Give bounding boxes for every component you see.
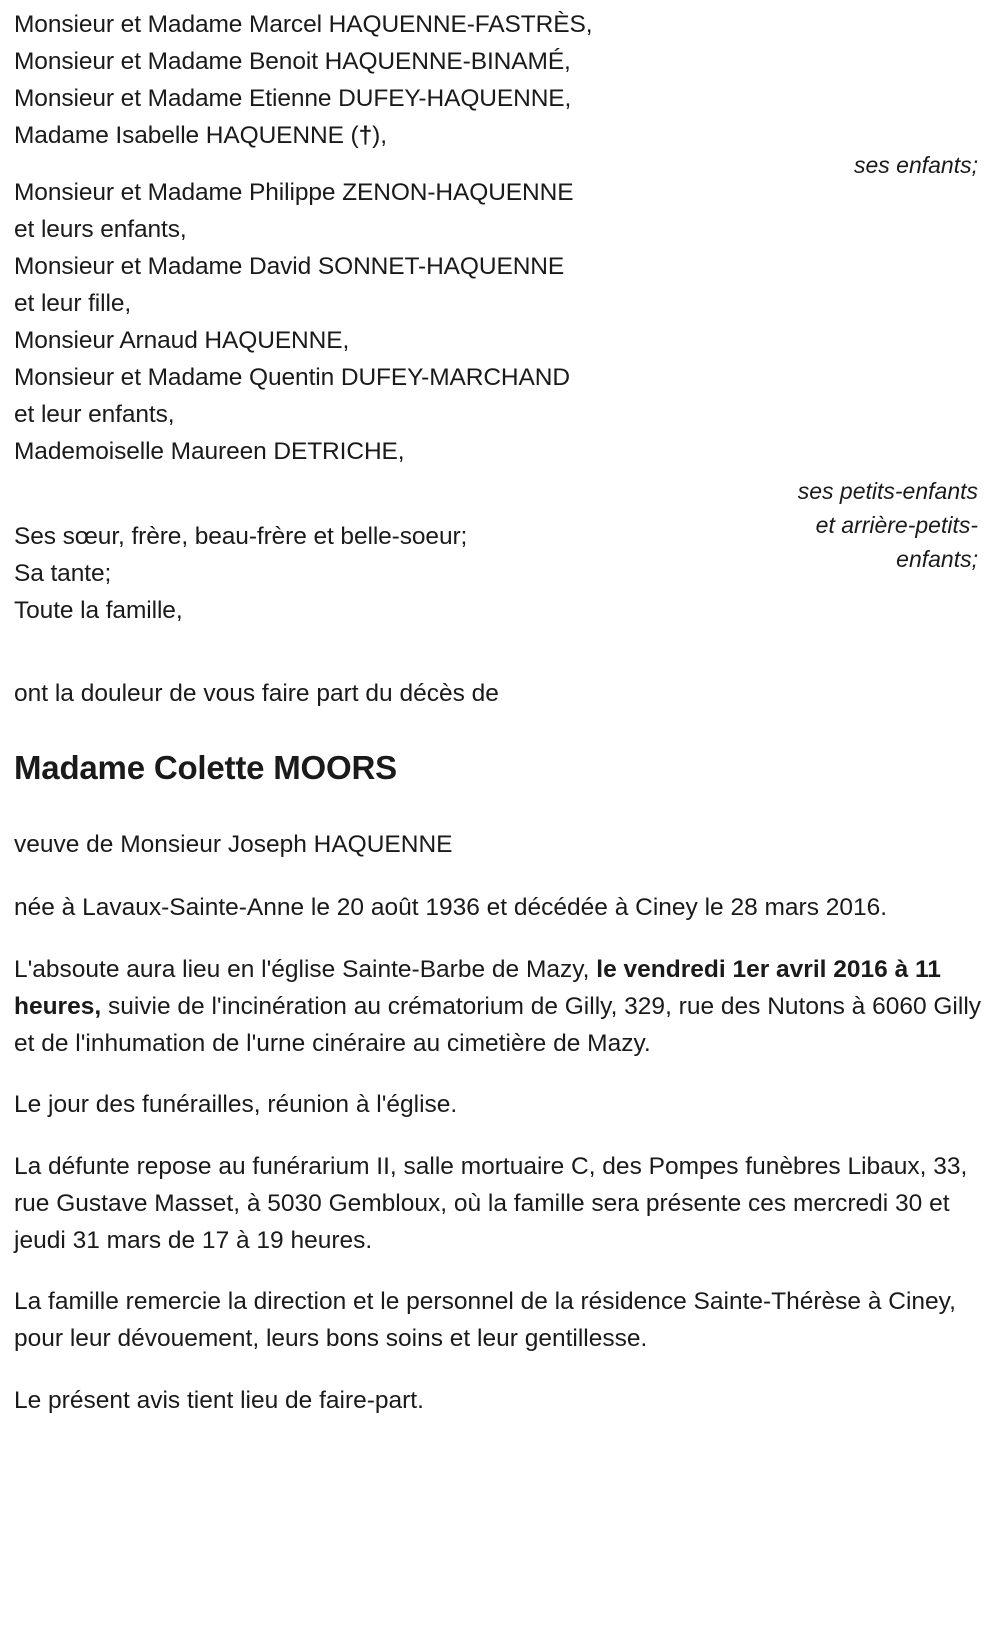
- other-relatives-list: [14, 518, 694, 629]
- descriptor-grandchildren-line-3: enfants;: [896, 546, 978, 572]
- name-line: et leur fille,: [14, 290, 132, 317]
- service-text-part-2: suivie de l'incinération au crématorium de Gilly, 329, rue des Nutons à 6060 Gilly et de l'inhumation de l'urne cinéraire au cimetière de Mazy.: [14, 992, 982, 1057]
- descriptor-grandchildren-line-1: ses petits-enfants: [797, 478, 978, 504]
- widow-of-line: veuve de Monsieur Joseph HAQUENNE: [14, 831, 453, 858]
- descriptor-grandchildren-line-2: et arrière-petits-: [815, 512, 978, 538]
- other-relatives-group: [14, 518, 982, 629]
- name-line: Monsieur Arnaud HAQUENNE,: [14, 327, 350, 354]
- name-line: Toute la famille,: [14, 597, 183, 624]
- thanks-paragraph: La famille remercie la direction et le personnel de la résidence Sainte-Thérèse à Ciney, pour leur dévouement, leurs bons soins et leur gentillesse.: [14, 1288, 956, 1352]
- service-text-part-1: L'absoute aura lieu en l'église Sainte-Barbe de Mazy,: [14, 955, 597, 983]
- birth-death-paragraph: née à Lavaux-Sainte-Anne le 20 août 1936 et décédée à Ciney le 28 mars 2016.: [14, 894, 888, 921]
- deceased-name-suffix: ),: [372, 122, 387, 149]
- gathering-paragraph: Le jour des funérailles, réunion à l'église.: [14, 1091, 458, 1118]
- deceased-full-name: Madame Colette MOORS: [14, 749, 397, 786]
- name-line: Sa tante;: [14, 560, 112, 587]
- name-line: Monsieur et Madame Etienne DUFEY-HAQUENNE,: [14, 85, 572, 112]
- descriptor-children-label: ses enfants;: [853, 152, 978, 178]
- name-line: et leurs enfants,: [14, 216, 187, 243]
- name-line-deceased: [14, 117, 694, 154]
- children-group: [14, 6, 982, 154]
- name-line: Ses sœur, frère, beau-frère et belle-soeur;: [14, 523, 468, 550]
- dagger-icon: †: [358, 122, 373, 149]
- service-date-time: le vendredi 1er avril 2016 à 11 heures,: [14, 955, 941, 1020]
- name-line: Mademoiselle Maureen DETRICHE,: [14, 438, 405, 465]
- name-line: Monsieur et Madame Benoit HAQUENNE-BINAMÉ,: [14, 48, 571, 75]
- name-line: Monsieur et Madame Philippe ZENON-HAQUENNE: [14, 179, 574, 206]
- repose-paragraph: La défunte repose au funérarium II, salle mortuaire C, des Pompes funèbres Libaux, 33, rue Gustave Masset, à 5030 Gembloux, où la famille sera présente ces mercredi 30 et jeudi 31 mars de 17 à 19 heures.: [14, 1152, 968, 1254]
- deceased-name-prefix: Madame Isabelle HAQUENNE (: [14, 122, 359, 149]
- name-line: et leur enfants,: [14, 401, 175, 428]
- announcement-lead: ont la douleur de vous faire part du décès de: [14, 680, 499, 707]
- relatives-section: [14, 6, 982, 629]
- grandchildren-group: [14, 174, 982, 470]
- children-name-list: [14, 6, 694, 154]
- name-line: Monsieur et Madame Marcel HAQUENNE-FASTRÈS,: [14, 11, 593, 38]
- name-line: Monsieur et Madame David SONNET-HAQUENNE: [14, 253, 565, 280]
- closing-paragraph: Le présent avis tient lieu de faire-part.: [14, 1386, 424, 1414]
- name-line: Monsieur et Madame Quentin DUFEY-MARCHAND: [14, 364, 570, 391]
- grandchildren-name-list: [14, 174, 694, 470]
- service-paragraph: [14, 951, 982, 1062]
